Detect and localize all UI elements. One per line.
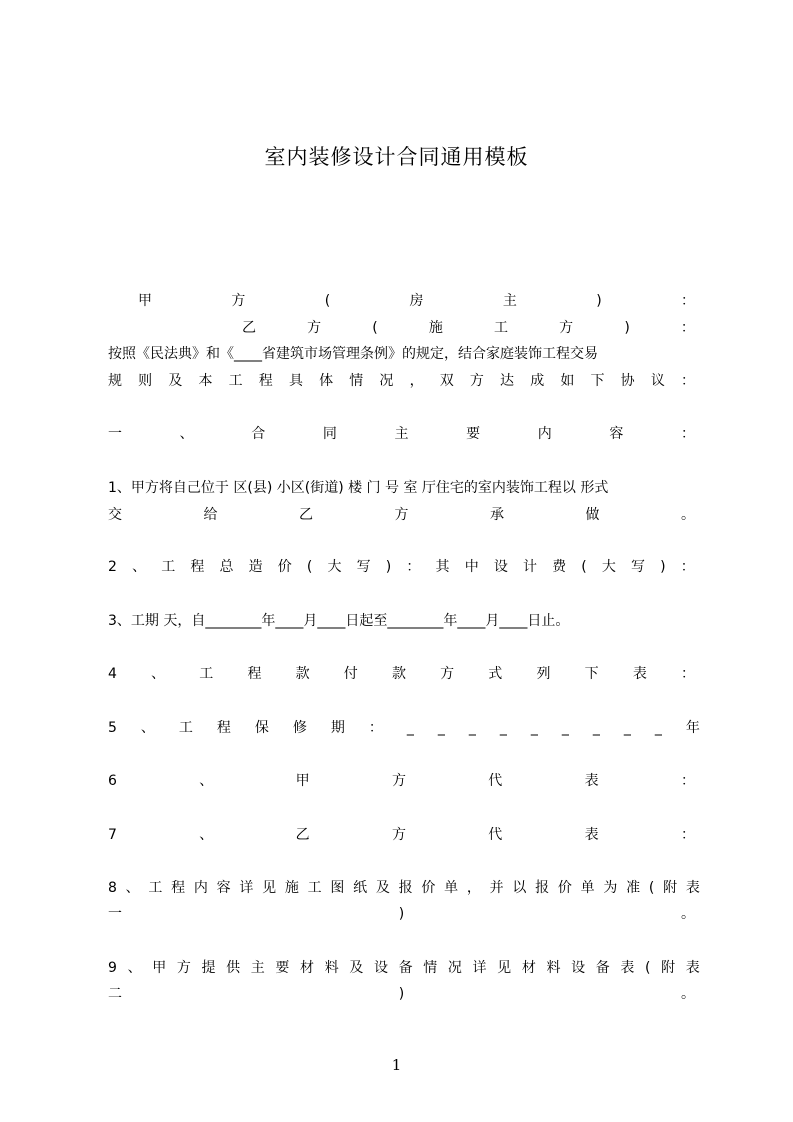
text-token: ，: [409, 373, 424, 389]
text-token: 表: [584, 827, 599, 843]
text-token: ：: [368, 720, 383, 736]
text-token: 中: [464, 559, 479, 575]
text-token: 、: [125, 880, 140, 896]
text-token: 协: [620, 373, 635, 389]
text-token: 见: [497, 960, 512, 976]
text-token: 款: [391, 666, 406, 682]
text-token: 情: [349, 373, 364, 389]
text-token: _: [623, 720, 631, 736]
text-token: 2: [108, 559, 117, 575]
text-token: (: [324, 293, 331, 309]
text-token: 本: [198, 373, 213, 389]
text-token: 、: [132, 559, 147, 575]
text-token: (: [645, 960, 651, 976]
text-token: 程: [258, 373, 273, 389]
text-token: 乙: [242, 320, 256, 336]
text-token: 工: [199, 666, 214, 682]
text-token: 造: [248, 559, 263, 575]
text-token: 施: [428, 320, 443, 336]
item-8-line-2: [108, 902, 695, 926]
text-token: 见: [262, 880, 277, 896]
text-token: 及: [375, 880, 390, 896]
text-token: 乙: [299, 507, 313, 523]
item-6-line: [108, 769, 695, 793]
text-token: 则: [138, 373, 153, 389]
text-token: 方: [469, 373, 484, 389]
item-9-line-2: [108, 982, 695, 1006]
text-token: 图: [330, 880, 345, 896]
text-token: ：: [681, 293, 695, 309]
item-4-line: [108, 662, 695, 686]
text-token: (: [581, 559, 587, 575]
text-token: 工: [494, 320, 509, 336]
text-token: 主: [502, 293, 517, 309]
text-token: ：: [680, 827, 695, 843]
text-token: 价: [421, 880, 436, 896]
text-token: 方: [176, 960, 191, 976]
text-token: 备: [398, 960, 413, 976]
text-token: 甲: [138, 293, 152, 309]
text-token: 、: [127, 960, 142, 976]
text-token: 、: [199, 773, 214, 789]
text-token: 6: [108, 773, 117, 789]
text-token: 表: [632, 666, 647, 682]
text-token: 表: [685, 960, 700, 976]
preamble-line-1: 按照《民法典》和《____省建筑市场管理条例》的规定，结合家庭装饰工程交易: [108, 346, 598, 362]
text-token: 及: [168, 373, 183, 389]
text-token: 方: [391, 773, 406, 789]
text-token: 总: [219, 559, 234, 575]
text-token: 甲: [295, 773, 310, 789]
text-token: 下: [590, 373, 605, 389]
item-8-line-1: [108, 876, 700, 900]
text-token: 方: [231, 293, 246, 309]
text-token: 表: [620, 960, 635, 976]
text-token: 、: [179, 426, 194, 442]
text-token: ：: [680, 373, 695, 389]
text-token: 价: [277, 559, 292, 575]
page-number: 1: [391, 1056, 402, 1074]
text-token: 况: [447, 960, 462, 976]
text-token: 要: [275, 960, 290, 976]
text-token: (: [372, 320, 378, 336]
text-token: (: [648, 880, 655, 896]
text-token: 容: [609, 426, 624, 442]
text-token: 费: [552, 559, 567, 575]
text-token: 一: [108, 426, 122, 442]
text-token: _: [530, 720, 538, 736]
text-token: 及: [349, 960, 364, 976]
text-token: 报: [535, 880, 550, 896]
text-token: _: [499, 720, 507, 736]
text-token: 详: [239, 880, 254, 896]
text-token: _: [561, 720, 569, 736]
text-token: 附: [663, 880, 678, 896]
text-token: 。: [681, 507, 695, 523]
text-token: 材: [300, 960, 315, 976]
text-token: 纸: [353, 880, 368, 896]
text-token: ): [398, 906, 405, 922]
text-token: 如: [560, 373, 575, 389]
text-token: 要: [466, 426, 481, 442]
text-token: 代: [488, 773, 503, 789]
text-token: 工: [148, 880, 163, 896]
text-token: ): [660, 559, 666, 575]
text-token: ：: [406, 559, 421, 575]
text-token: 备: [595, 960, 610, 976]
text-token: 、: [151, 666, 166, 682]
text-token: 情: [423, 960, 438, 976]
text-token: 计: [522, 559, 537, 575]
text-token: 程: [216, 720, 231, 736]
text-token: 式: [488, 666, 503, 682]
text-token: 付: [343, 666, 358, 682]
text-token: 设: [571, 960, 586, 976]
text-token: 保: [254, 720, 269, 736]
text-token: ：: [680, 320, 695, 336]
text-token: 设: [493, 559, 508, 575]
text-token: 一: [108, 906, 122, 922]
text-token: 写: [631, 559, 645, 575]
item-9-line-1: [108, 956, 700, 980]
text-token: 施: [284, 880, 299, 896]
text-token: 料: [546, 960, 561, 976]
text-token: 房: [409, 293, 424, 309]
text-token: 设: [373, 960, 388, 976]
text-token: 准: [626, 880, 641, 896]
text-token: ): [596, 293, 602, 309]
document-title: 室内装修设计合同通用模板: [264, 145, 529, 169]
text-token: ): [624, 320, 630, 336]
text-token: 议: [650, 373, 665, 389]
text-token: ：: [680, 666, 695, 682]
text-token: 9: [108, 960, 117, 976]
text-token: ): [385, 559, 392, 575]
text-token: 合: [251, 426, 266, 442]
text-token: 4: [108, 666, 117, 682]
text-token: ，: [466, 880, 481, 896]
section-1-heading: [108, 422, 695, 446]
text-token: 写: [356, 559, 371, 575]
text-token: 年: [685, 720, 700, 736]
text-token: 程: [190, 559, 205, 575]
text-token: 内: [193, 880, 208, 896]
text-token: 做: [585, 507, 600, 523]
text-token: 程: [171, 880, 186, 896]
text-token: 工: [161, 559, 176, 575]
text-token: 提: [201, 960, 216, 976]
text-token: 单: [444, 880, 459, 896]
text-token: 承: [490, 507, 504, 523]
text-token: 表: [584, 773, 599, 789]
text-token: _: [592, 720, 600, 736]
text-token: 单: [580, 880, 595, 896]
text-token: 其: [435, 559, 450, 575]
text-token: 大: [327, 559, 342, 575]
party-b-line: [242, 316, 695, 340]
text-token: 期: [330, 720, 345, 736]
text-token: 方: [394, 507, 409, 523]
text-token: 方: [391, 827, 406, 843]
text-token: 内: [537, 426, 552, 442]
text-token: 7: [108, 827, 117, 843]
item-1-line-2: [108, 503, 695, 527]
text-token: 代: [488, 827, 503, 843]
text-token: 价: [557, 880, 572, 896]
text-token: 主: [394, 426, 409, 442]
text-token: ：: [680, 559, 695, 575]
item-2-line: [108, 555, 695, 579]
text-token: 交: [108, 507, 122, 523]
text-token: ：: [680, 773, 695, 789]
text-token: 甲: [152, 960, 167, 976]
party-a-line: [138, 289, 695, 313]
text-token: 况: [379, 373, 394, 389]
text-token: 并: [489, 880, 504, 896]
text-token: 附: [661, 960, 676, 976]
text-token: 材: [521, 960, 536, 976]
text-token: 。: [681, 906, 695, 922]
text-token: 8: [108, 880, 117, 896]
text-token: 。: [681, 986, 695, 1002]
text-token: 给: [203, 507, 218, 523]
text-token: 工: [178, 720, 193, 736]
text-token: 二: [108, 986, 122, 1002]
preamble-line-2: [108, 369, 695, 393]
text-token: 方: [307, 320, 322, 336]
text-token: 具: [288, 373, 303, 389]
text-token: 达: [500, 373, 515, 389]
text-token: (: [306, 559, 313, 575]
text-token: ): [398, 986, 405, 1002]
text-token: 料: [324, 960, 339, 976]
text-token: _: [654, 720, 662, 736]
text-token: 工: [307, 880, 322, 896]
item-1-line-1: 1、甲方将自己位于 区(县) 小区(街道) 楼 门 号 室 厅住宅的室内装饰工程以 形式: [108, 480, 609, 496]
text-token: 、: [199, 827, 214, 843]
text-token: 供: [226, 960, 241, 976]
item-5-line: [108, 716, 700, 740]
text-token: 容: [216, 880, 231, 896]
text-token: 方: [559, 320, 574, 336]
text-token: 下: [584, 666, 599, 682]
text-token: 成: [530, 373, 545, 389]
text-token: ：: [681, 426, 695, 442]
text-token: _: [437, 720, 445, 736]
text-token: 、: [140, 720, 155, 736]
text-token: 修: [292, 720, 307, 736]
item-7-line: [108, 823, 695, 847]
item-3-line: 3、工期 天，自________年____月____日起至________年____月____日止。: [108, 613, 570, 629]
text-token: 同: [322, 426, 337, 442]
text-token: 表: [685, 880, 700, 896]
text-token: 以: [512, 880, 527, 896]
text-token: 大: [601, 559, 616, 575]
text-token: 程: [247, 666, 262, 682]
text-token: 乙: [295, 827, 310, 843]
text-token: 主: [250, 960, 265, 976]
text-token: 方: [440, 666, 455, 682]
text-token: 规: [108, 373, 122, 389]
text-token: _: [468, 720, 476, 736]
text-token: 为: [603, 880, 618, 896]
text-token: 双: [439, 373, 454, 389]
text-token: 工: [228, 373, 243, 389]
text-token: 报: [398, 880, 413, 896]
text-token: 体: [319, 373, 334, 389]
text-token: 详: [472, 960, 487, 976]
text-token: _: [406, 720, 414, 736]
text-token: 款: [295, 666, 310, 682]
text-token: 5: [108, 720, 117, 736]
text-token: 列: [536, 666, 551, 682]
